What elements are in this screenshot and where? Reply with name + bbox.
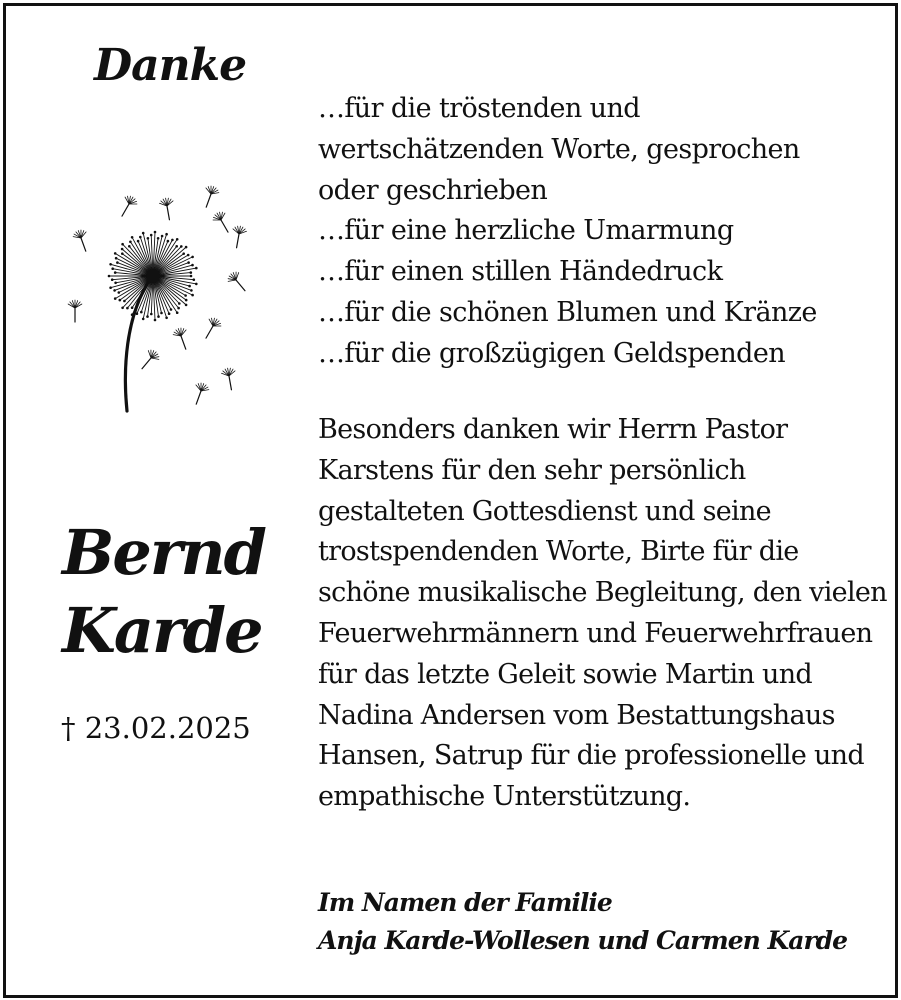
thanks-line: wertschätzenden Worte, gesprochen xyxy=(318,133,800,165)
thanks-line: …für einen stillen Händedruck xyxy=(318,256,723,288)
deceased-name xyxy=(62,514,272,670)
signature-line-1: Im Namen der Familie xyxy=(318,888,612,917)
signature-line-2: Anja Karde-Wollesen und Carmen Karde xyxy=(318,926,848,955)
thanks-line: …für die tröstenden und xyxy=(318,93,640,124)
thanks-line: …für die großzügigen Geldspenden xyxy=(318,337,786,369)
thanks-line: …für eine herzliche Umarmung xyxy=(318,215,734,247)
deceased-first-name: Bernd xyxy=(62,516,265,589)
thanks-list xyxy=(318,89,893,375)
death-date: † 23.02.2025 xyxy=(61,711,251,745)
thanks-line: …für die schönen Blumen und Kränze xyxy=(318,296,817,328)
signature xyxy=(318,884,888,960)
thanks-paragraph: Besonders danken wir Herrn Pastor Karstens für den sehr persönlich gestalteten Gottesdienst und seine trostspendenden Worte, Birte für die schöne musikalische Begleitung, den vielen Feuerwehrmännern und Feuerwehrfrauen für das letzte Geleit sowie Martin und Nadina Andersen vom Bestattungshaus Hansen, Satrup für die professionelle und empathische Unterstützung. xyxy=(318,414,887,813)
thanks-line: oder geschrieben xyxy=(318,174,548,206)
notice-title: Danke xyxy=(94,40,247,91)
dandelion-icon xyxy=(61,176,261,421)
deceased-last-name: Karde xyxy=(62,594,262,667)
notice-frame xyxy=(3,3,898,998)
